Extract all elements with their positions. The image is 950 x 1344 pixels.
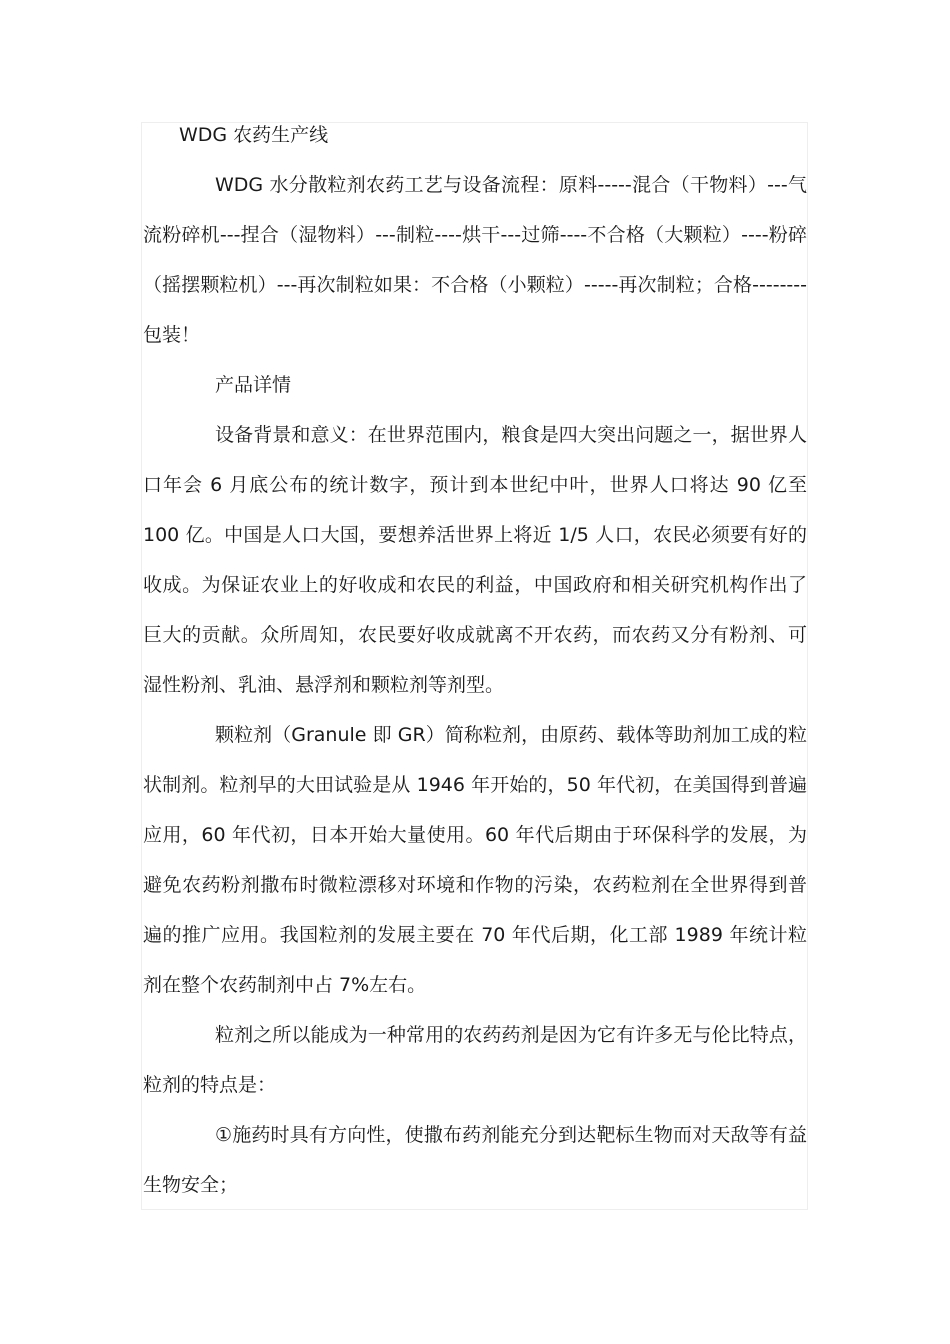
- document-body: [143, 110, 807, 1210]
- feature-item-1: ①施药时具有方向性，使撒布药剂能充分到达靶标生物而对天敌等有益生物安全；: [143, 1124, 807, 1196]
- process-flow-paragraph: WDG 水分散粒剂农药工艺与设备流程：原料-----混合（干物料）---气流粉碎机---捏合（湿物料）---制粒----烘干---过筛----不合格（大颗粒）----粉碎（摇摆颗粒机）---再次制粒如果：不合格（小颗粒）-----再次制粒；合格--------包装！: [143, 174, 807, 346]
- background-paragraph: 设备背景和意义：在世界范围内，粮食是四大突出问题之一，据世界人口年会 6 月底公布的统计数字，预计到本世纪中叶，世界人口将达 90 亿至 100 亿。中国是人口大国，要想养活世界上将近 1/5 人口，农民必须要有好的收成。为保证农业上的好收成和农民的利益，中国政府和相关研究机构作出了巨大的贡献。众所周知，农民要好收成就离不开农药，而农药又分有粉剂、可湿性粉剂、乳油、悬浮剂和颗粒剂等剂型。: [143, 424, 807, 696]
- product-details-heading: 产品详情: [215, 374, 292, 396]
- document-title: WDG 农药生产线: [179, 124, 329, 146]
- granule-history-paragraph: 颗粒剂（Granule 即 GR）简称粒剂，由原药、载体等助剂加工成的粒状制剂。粒剂早的大田试验是从 1946 年开始的，50 年代初，在美国得到普遍应用，60 年代初，日本开始大量使用。60 年代后期由于环保科学的发展，为避免农药粉剂撒布时微粒漂移对环境和作物的污染，农药粒剂在全世界得到普遍的推广应用。我国粒剂的发展主要在 70 年代后期，化工部 1989 年统计粒剂在整个农药制剂中占 7%左右。: [143, 724, 807, 996]
- features-intro-paragraph: 粒剂之所以能成为一种常用的农药药剂是因为它有许多无与伦比特点，粒剂的特点是：: [143, 1024, 807, 1096]
